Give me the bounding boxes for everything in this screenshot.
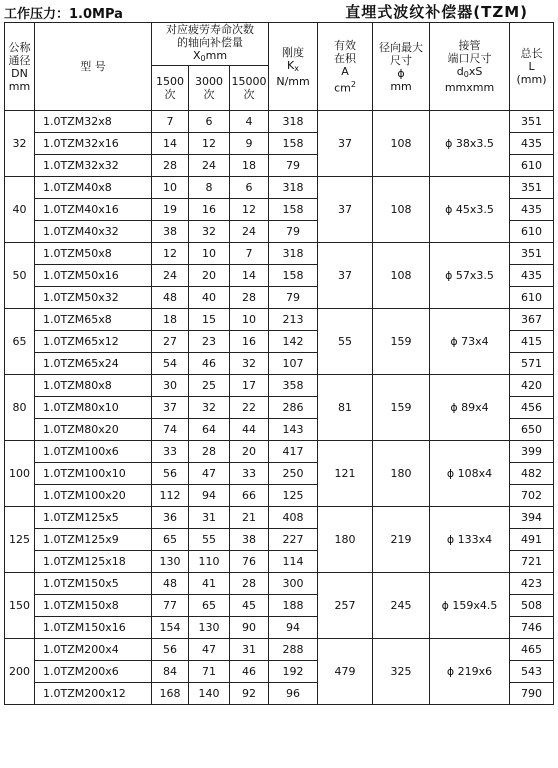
model-cell: 1.0TZM65x8 bbox=[35, 309, 152, 331]
stiffness-cell: 79 bbox=[269, 287, 318, 309]
pipe-cell: ϕ 108x4 bbox=[430, 441, 510, 507]
cycles-1500-cell: 14 bbox=[152, 133, 189, 155]
cycles-1500-cell: 27 bbox=[152, 331, 189, 353]
length-cell: 465 bbox=[510, 639, 554, 661]
pipe-cell: ϕ 219x6 bbox=[430, 639, 510, 705]
cycles-3000-cell: 23 bbox=[189, 331, 230, 353]
model-cell: 1.0TZM80x10 bbox=[35, 397, 152, 419]
length-cell: 415 bbox=[510, 331, 554, 353]
cycles-1500-cell: 36 bbox=[152, 507, 189, 529]
model-cell: 1.0TZM150x5 bbox=[35, 573, 152, 595]
diameter-cell: 159 bbox=[373, 375, 430, 441]
area-cell: 257 bbox=[318, 573, 373, 639]
cycles-1500-cell: 12 bbox=[152, 243, 189, 265]
cycles-15000-cell: 22 bbox=[230, 397, 269, 419]
page-header bbox=[0, 0, 558, 22]
compensator-spec-table bbox=[4, 22, 554, 705]
area-cell: 37 bbox=[318, 177, 373, 243]
cycles-1500-cell: 54 bbox=[152, 353, 189, 375]
length-cell: 423 bbox=[510, 573, 554, 595]
table-row bbox=[5, 111, 554, 133]
stiffness-cell: 142 bbox=[269, 331, 318, 353]
cycles-15000-cell: 10 bbox=[230, 309, 269, 331]
stiffness-cell: 213 bbox=[269, 309, 318, 331]
fatigue-header: 对应疲劳寿命次数 的轴向补偿量 $X_0mm$ bbox=[152, 23, 269, 66]
stiffness-cell: 318 bbox=[269, 177, 318, 199]
cycles-15000-cell: 28 bbox=[230, 287, 269, 309]
cycles-3000-cell: 130 bbox=[189, 617, 230, 639]
dn-cell: 32 bbox=[5, 111, 35, 177]
length-cell: 482 bbox=[510, 463, 554, 485]
model-cell: 1.0TZM100x20 bbox=[35, 485, 152, 507]
cycles-1500-cell: 24 bbox=[152, 265, 189, 287]
length-cell: 571 bbox=[510, 353, 554, 375]
model-cell: 1.0TZM50x16 bbox=[35, 265, 152, 287]
stiffness-cell: 158 bbox=[269, 265, 318, 287]
stiffness-cell: 318 bbox=[269, 111, 318, 133]
model-cell: 1.0TZM32x16 bbox=[35, 133, 152, 155]
cycles-15000-cell: 16 bbox=[230, 331, 269, 353]
length-cell: 721 bbox=[510, 551, 554, 573]
model-cell: 1.0TZM32x8 bbox=[35, 111, 152, 133]
cycles-3000-cell: 12 bbox=[189, 133, 230, 155]
cycles-1500-cell: 10 bbox=[152, 177, 189, 199]
model-cell: 1.0TZM40x16 bbox=[35, 199, 152, 221]
stiffness-cell: 286 bbox=[269, 397, 318, 419]
stiffness-cell: 250 bbox=[269, 463, 318, 485]
length-cell: 491 bbox=[510, 529, 554, 551]
pipe-cell: ϕ 57x3.5 bbox=[430, 243, 510, 309]
cycles-1500-cell: 168 bbox=[152, 683, 189, 705]
length-cell: 399 bbox=[510, 441, 554, 463]
length-cell: 650 bbox=[510, 419, 554, 441]
stiffness-cell: 192 bbox=[269, 661, 318, 683]
length-cell: 367 bbox=[510, 309, 554, 331]
length-cell: 435 bbox=[510, 133, 554, 155]
cycles-3000-cell: 64 bbox=[189, 419, 230, 441]
model-cell: 1.0TZM200x6 bbox=[35, 661, 152, 683]
cycles-15000-cell: 92 bbox=[230, 683, 269, 705]
area-header: 有效 在积 A $cm^2$ bbox=[318, 23, 373, 111]
dn-cell: 100 bbox=[5, 441, 35, 507]
area-cell: 81 bbox=[318, 375, 373, 441]
cycles-1500-header: 1500 次 bbox=[152, 66, 189, 111]
model-cell: 1.0TZM50x32 bbox=[35, 287, 152, 309]
cycles-3000-cell: 16 bbox=[189, 199, 230, 221]
model-cell: 1.0TZM50x8 bbox=[35, 243, 152, 265]
cycles-3000-cell: 32 bbox=[189, 397, 230, 419]
stiffness-cell: 125 bbox=[269, 485, 318, 507]
cycles-15000-cell: 46 bbox=[230, 661, 269, 683]
length-cell: 610 bbox=[510, 287, 554, 309]
length-cell: 790 bbox=[510, 683, 554, 705]
table-row bbox=[5, 375, 554, 397]
working-pressure-label: 工作压力：1.0MPa bbox=[4, 7, 123, 22]
cycles-3000-cell: 41 bbox=[189, 573, 230, 595]
pipe-cell: ϕ 73x4 bbox=[430, 309, 510, 375]
cycles-3000-cell: 47 bbox=[189, 639, 230, 661]
cycles-3000-cell: 10 bbox=[189, 243, 230, 265]
length-header: 总长 L (mm) bbox=[510, 23, 554, 111]
cycles-15000-cell: 4 bbox=[230, 111, 269, 133]
cycles-3000-cell: 40 bbox=[189, 287, 230, 309]
length-cell: 351 bbox=[510, 111, 554, 133]
table-row bbox=[5, 177, 554, 199]
model-cell: 1.0TZM80x20 bbox=[35, 419, 152, 441]
model-cell: 1.0TZM125x5 bbox=[35, 507, 152, 529]
cycles-1500-cell: 112 bbox=[152, 485, 189, 507]
cycles-15000-cell: 45 bbox=[230, 595, 269, 617]
model-cell: 1.0TZM32x32 bbox=[35, 155, 152, 177]
cycles-3000-cell: 8 bbox=[189, 177, 230, 199]
cycles-1500-cell: 48 bbox=[152, 287, 189, 309]
cycles-15000-cell: 17 bbox=[230, 375, 269, 397]
model-cell: 1.0TZM65x12 bbox=[35, 331, 152, 353]
dn-cell: 65 bbox=[5, 309, 35, 375]
model-cell: 1.0TZM125x18 bbox=[35, 551, 152, 573]
cycles-15000-cell: 18 bbox=[230, 155, 269, 177]
cycles-15000-cell: 66 bbox=[230, 485, 269, 507]
model-cell: 1.0TZM65x24 bbox=[35, 353, 152, 375]
length-cell: 394 bbox=[510, 507, 554, 529]
cycles-15000-cell: 38 bbox=[230, 529, 269, 551]
cycles-3000-cell: 94 bbox=[189, 485, 230, 507]
area-cell: 180 bbox=[318, 507, 373, 573]
diameter-cell: 108 bbox=[373, 111, 430, 177]
model-cell: 1.0TZM80x8 bbox=[35, 375, 152, 397]
cycles-1500-cell: 30 bbox=[152, 375, 189, 397]
cycles-3000-cell: 110 bbox=[189, 551, 230, 573]
stiffness-cell: 143 bbox=[269, 419, 318, 441]
stiffness-cell: 227 bbox=[269, 529, 318, 551]
cycles-1500-cell: 56 bbox=[152, 639, 189, 661]
cycles-1500-cell: 19 bbox=[152, 199, 189, 221]
cycles-15000-cell: 31 bbox=[230, 639, 269, 661]
dn-cell: 50 bbox=[5, 243, 35, 309]
diameter-cell: 325 bbox=[373, 639, 430, 705]
diameter-header: 径向最大 尺寸 ϕ mm bbox=[373, 23, 430, 111]
stiffness-cell: 94 bbox=[269, 617, 318, 639]
area-cell: 479 bbox=[318, 639, 373, 705]
dn-header: 公称 通径 DN mm bbox=[5, 23, 35, 111]
table-row bbox=[5, 441, 554, 463]
dn-cell: 40 bbox=[5, 177, 35, 243]
stiffness-header: 刚度 $K_x$ N/mm bbox=[269, 23, 318, 111]
cycles-1500-cell: 18 bbox=[152, 309, 189, 331]
cycles-3000-cell: 32 bbox=[189, 221, 230, 243]
model-cell: 1.0TZM150x16 bbox=[35, 617, 152, 639]
pipe-cell: ϕ 133x4 bbox=[430, 507, 510, 573]
cycles-15000-cell: 28 bbox=[230, 573, 269, 595]
cycles-3000-cell: 28 bbox=[189, 441, 230, 463]
pipe-header: 接管 端口尺寸 $d_0xS$ mmxmm bbox=[430, 23, 510, 111]
cycles-3000-cell: 6 bbox=[189, 111, 230, 133]
length-cell: 351 bbox=[510, 177, 554, 199]
cycles-15000-cell: 24 bbox=[230, 221, 269, 243]
cycles-15000-cell: 44 bbox=[230, 419, 269, 441]
cycles-15000-cell: 9 bbox=[230, 133, 269, 155]
diameter-cell: 245 bbox=[373, 573, 430, 639]
diameter-cell: 159 bbox=[373, 309, 430, 375]
table-row bbox=[5, 639, 554, 661]
length-cell: 456 bbox=[510, 397, 554, 419]
diameter-cell: 219 bbox=[373, 507, 430, 573]
cycles-1500-cell: 48 bbox=[152, 573, 189, 595]
model-header: 型 号 bbox=[35, 23, 152, 111]
dn-cell: 80 bbox=[5, 375, 35, 441]
cycles-15000-cell: 33 bbox=[230, 463, 269, 485]
table-row bbox=[5, 573, 554, 595]
stiffness-cell: 300 bbox=[269, 573, 318, 595]
area-cell: 37 bbox=[318, 111, 373, 177]
cycles-3000-cell: 20 bbox=[189, 265, 230, 287]
cycles-15000-cell: 20 bbox=[230, 441, 269, 463]
stiffness-cell: 417 bbox=[269, 441, 318, 463]
pipe-cell: ϕ 45x3.5 bbox=[430, 177, 510, 243]
cycles-15000-cell: 21 bbox=[230, 507, 269, 529]
cycles-15000-cell: 32 bbox=[230, 353, 269, 375]
length-cell: 702 bbox=[510, 485, 554, 507]
cycles-1500-cell: 84 bbox=[152, 661, 189, 683]
length-cell: 420 bbox=[510, 375, 554, 397]
cycles-3000-cell: 46 bbox=[189, 353, 230, 375]
cycles-1500-cell: 154 bbox=[152, 617, 189, 639]
cycles-15000-cell: 6 bbox=[230, 177, 269, 199]
length-cell: 351 bbox=[510, 243, 554, 265]
model-cell: 1.0TZM200x4 bbox=[35, 639, 152, 661]
cycles-1500-cell: 28 bbox=[152, 155, 189, 177]
model-cell: 1.0TZM100x10 bbox=[35, 463, 152, 485]
cycles-3000-cell: 15 bbox=[189, 309, 230, 331]
cycles-3000-cell: 71 bbox=[189, 661, 230, 683]
stiffness-cell: 318 bbox=[269, 243, 318, 265]
cycles-1500-cell: 33 bbox=[152, 441, 189, 463]
dn-cell: 150 bbox=[5, 573, 35, 639]
length-cell: 543 bbox=[510, 661, 554, 683]
diameter-cell: 108 bbox=[373, 243, 430, 309]
cycles-15000-cell: 14 bbox=[230, 265, 269, 287]
dn-cell: 125 bbox=[5, 507, 35, 573]
stiffness-cell: 158 bbox=[269, 199, 318, 221]
cycles-3000-cell: 140 bbox=[189, 683, 230, 705]
cycles-3000-cell: 47 bbox=[189, 463, 230, 485]
stiffness-cell: 96 bbox=[269, 683, 318, 705]
length-cell: 435 bbox=[510, 199, 554, 221]
model-cell: 1.0TZM100x6 bbox=[35, 441, 152, 463]
diameter-cell: 108 bbox=[373, 177, 430, 243]
cycles-1500-cell: 74 bbox=[152, 419, 189, 441]
cycles-1500-cell: 38 bbox=[152, 221, 189, 243]
length-cell: 610 bbox=[510, 155, 554, 177]
pipe-cell: ϕ 38x3.5 bbox=[430, 111, 510, 177]
stiffness-cell: 107 bbox=[269, 353, 318, 375]
area-cell: 55 bbox=[318, 309, 373, 375]
model-cell: 1.0TZM200x12 bbox=[35, 683, 152, 705]
cycles-15000-cell: 12 bbox=[230, 199, 269, 221]
pipe-cell: ϕ 159x4.5 bbox=[430, 573, 510, 639]
cycles-15000-cell: 76 bbox=[230, 551, 269, 573]
stiffness-cell: 79 bbox=[269, 221, 318, 243]
stiffness-cell: 188 bbox=[269, 595, 318, 617]
stiffness-cell: 408 bbox=[269, 507, 318, 529]
area-cell: 121 bbox=[318, 441, 373, 507]
dn-cell: 200 bbox=[5, 639, 35, 705]
stiffness-cell: 79 bbox=[269, 155, 318, 177]
table-row bbox=[5, 309, 554, 331]
table-row bbox=[5, 243, 554, 265]
cycles-3000-cell: 24 bbox=[189, 155, 230, 177]
length-cell: 508 bbox=[510, 595, 554, 617]
model-cell: 1.0TZM40x32 bbox=[35, 221, 152, 243]
cycles-3000-cell: 31 bbox=[189, 507, 230, 529]
document-title: 直埋式波纹补偿器(TZM) bbox=[345, 3, 528, 21]
length-cell: 610 bbox=[510, 221, 554, 243]
model-cell: 1.0TZM125x9 bbox=[35, 529, 152, 551]
cycles-15000-cell: 90 bbox=[230, 617, 269, 639]
cycles-1500-cell: 7 bbox=[152, 111, 189, 133]
pipe-cell: ϕ 89x4 bbox=[430, 375, 510, 441]
cycles-1500-cell: 65 bbox=[152, 529, 189, 551]
length-cell: 435 bbox=[510, 265, 554, 287]
stiffness-cell: 158 bbox=[269, 133, 318, 155]
cycles-3000-cell: 55 bbox=[189, 529, 230, 551]
cycles-1500-cell: 77 bbox=[152, 595, 189, 617]
cycles-3000-cell: 65 bbox=[189, 595, 230, 617]
diameter-cell: 180 bbox=[373, 441, 430, 507]
cycles-3000-header: 3000 次 bbox=[189, 66, 230, 111]
area-cell: 37 bbox=[318, 243, 373, 309]
stiffness-cell: 288 bbox=[269, 639, 318, 661]
stiffness-cell: 114 bbox=[269, 551, 318, 573]
cycles-3000-cell: 25 bbox=[189, 375, 230, 397]
table-row bbox=[5, 507, 554, 529]
cycles-15000-cell: 7 bbox=[230, 243, 269, 265]
length-cell: 746 bbox=[510, 617, 554, 639]
stiffness-cell: 358 bbox=[269, 375, 318, 397]
cycles-1500-cell: 130 bbox=[152, 551, 189, 573]
model-cell: 1.0TZM150x8 bbox=[35, 595, 152, 617]
model-cell: 1.0TZM40x8 bbox=[35, 177, 152, 199]
cycles-1500-cell: 56 bbox=[152, 463, 189, 485]
cycles-15000-header: 15000 次 bbox=[230, 66, 269, 111]
cycles-1500-cell: 37 bbox=[152, 397, 189, 419]
